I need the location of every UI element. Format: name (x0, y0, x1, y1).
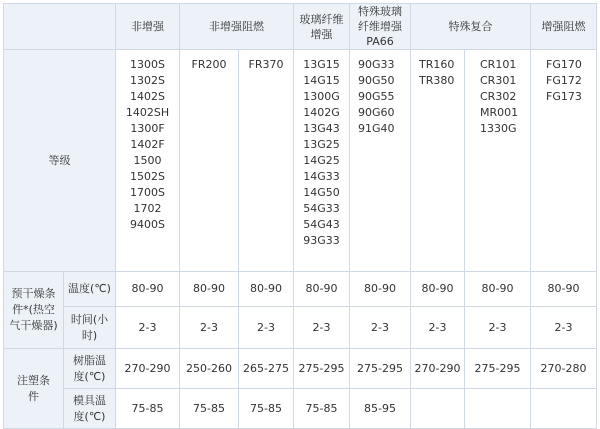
predry-label-text: 预干燥条件*(热空气干燥器) (9, 287, 58, 332)
grades-special-1-list: TR160 TR380 (419, 58, 455, 87)
grades-fr-2 (239, 50, 294, 272)
molding-resin-cell: 275-295 (350, 349, 411, 389)
predry-label (4, 272, 64, 349)
grades-row (4, 50, 597, 272)
molding-mold-row (4, 389, 597, 429)
header-glass-fiber (294, 4, 350, 50)
molding-resin-cell: 265-275 (239, 349, 294, 389)
grades-special-2 (465, 50, 531, 272)
grades-special-glass-pa66 (350, 50, 411, 272)
molding-resin-cell: 270-290 (116, 349, 180, 389)
predry-temp-label-text: 温度(℃) (68, 282, 111, 295)
header-special-composite: 特殊复合 (411, 4, 531, 50)
molding-label (4, 349, 64, 429)
grades-fr-2-list: FR370 (248, 58, 284, 71)
grades-glass-fiber (294, 50, 350, 272)
predry-time-label (64, 307, 116, 349)
predry-time-cell: 2-3 (465, 307, 531, 349)
molding-mold-cell: 85-95 (350, 389, 411, 429)
predry-temp-label (64, 272, 116, 307)
grades-non-reinforced (116, 50, 180, 272)
grades-non-reinforced-list: 1300S 1302S 1402S 1402SH 1300F 1402F 1500 1502S 1700S 1702 9400S (125, 58, 170, 231)
grades-special-glass-pa66-list: 90G33 90G50 90G55 90G60 91G40 (358, 58, 395, 135)
header-reinforced-fr: 增强阻燃 (531, 4, 597, 50)
header-special-glass-pa66 (350, 4, 411, 50)
molding-resin-cell: 275-295 (465, 349, 531, 389)
predry-temp-cell: 80-90 (411, 272, 465, 307)
predry-temp-row (4, 272, 597, 307)
molding-mold-cell (465, 389, 531, 429)
molding-resin-label (64, 349, 116, 389)
predry-time-cell: 2-3 (180, 307, 239, 349)
predry-time-cell: 2-3 (531, 307, 597, 349)
grades-reinforced-fr-list: FG170 FG172 FG173 (546, 58, 582, 103)
molding-label-text: 注塑条件 (17, 373, 50, 403)
grades-reinforced-fr (531, 50, 597, 272)
molding-resin-cell: 275-295 (294, 349, 350, 389)
predry-time-cell: 2-3 (116, 307, 180, 349)
header-blank-cell (4, 4, 116, 50)
predry-temp-cell: 80-90 (350, 272, 411, 307)
predry-time-cell: 2-3 (411, 307, 465, 349)
molding-mold-cell: 75-85 (294, 389, 350, 429)
predry-temp-cell: 80-90 (239, 272, 294, 307)
grades-fr-1 (180, 50, 239, 272)
predry-temp-cell: 80-90 (531, 272, 597, 307)
grades-fr-1-list: FR200 (191, 58, 227, 71)
header-non-reinforced-fr: 非增强阻燃 (180, 4, 294, 50)
molding-mold-cell (531, 389, 597, 429)
grades-special-2-list: CR101 CR301 CR302 MR001 1330G (480, 58, 519, 135)
molding-resin-row (4, 349, 597, 389)
molding-mold-cell: 75-85 (239, 389, 294, 429)
molding-resin-cell: 270-290 (411, 349, 465, 389)
predry-temp-cell: 80-90 (116, 272, 180, 307)
predry-time-cell: 2-3 (239, 307, 294, 349)
header-row (4, 4, 597, 50)
predry-temp-cell: 80-90 (180, 272, 239, 307)
grades-glass-fiber-list: 13G15 14G15 1300G 1402G 13G43 13G25 14G25 14G33 14G50 54G33 54G43 93G33 (303, 58, 340, 247)
predry-time-cell: 2-3 (350, 307, 411, 349)
predry-time-cell: 2-3 (294, 307, 350, 349)
molding-mold-cell (411, 389, 465, 429)
molding-mold-label-text: 模具温度(℃) (73, 393, 106, 423)
predry-temp-cell: 80-90 (294, 272, 350, 307)
molding-mold-cell: 75-85 (180, 389, 239, 429)
molding-mold-cell: 75-85 (116, 389, 180, 429)
predry-time-label-text: 时间(小时) (70, 312, 109, 342)
predry-temp-cell: 80-90 (465, 272, 531, 307)
header-glass-fiber-text: 玻璃纤维增强 (299, 12, 344, 41)
molding-resin-cell: 270-280 (531, 349, 597, 389)
header-non-reinforced: 非增强 (116, 4, 180, 50)
predry-time-row (4, 307, 597, 349)
molding-resin-cell: 250-260 (180, 349, 239, 389)
molding-resin-label-text: 树脂温度(℃) (73, 353, 106, 383)
header-special-glass-pa66-text: 特殊玻璃纤维增强PA66 (358, 5, 402, 48)
molding-mold-label (64, 389, 116, 429)
molding-conditions-table (3, 3, 597, 429)
grades-label: 等级 (4, 50, 116, 272)
grades-special-1 (411, 50, 465, 272)
